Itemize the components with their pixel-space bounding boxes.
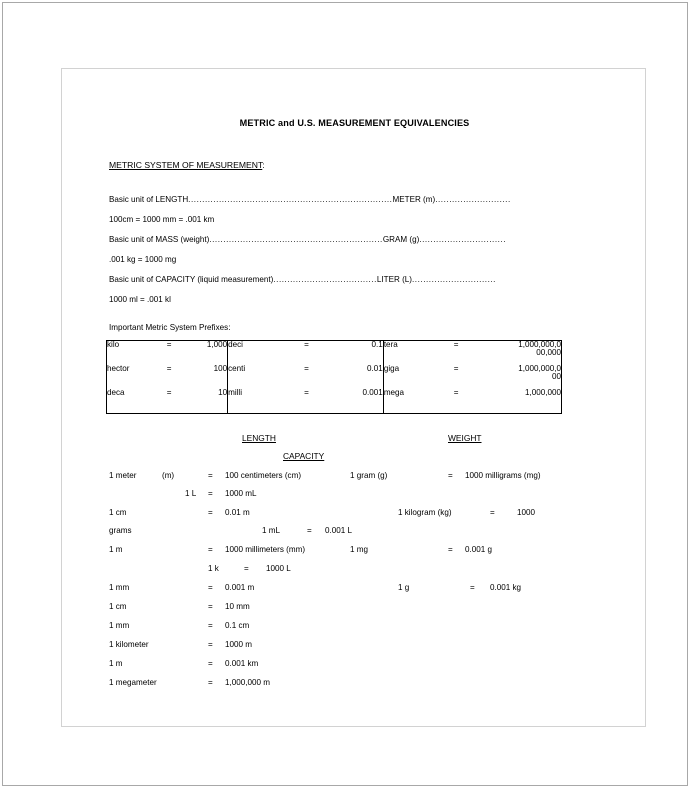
conversion-label: 1 megameter	[109, 678, 157, 687]
conversion-equals: =	[208, 471, 213, 480]
conversion-value: 1,000,000 m	[225, 678, 270, 687]
prefix-value: 1,000,000,0	[518, 340, 561, 349]
conversion-row	[62, 472, 647, 490]
basic-unit-capacity-label: Basic unit of CAPACITY (liquid measurement)	[109, 276, 274, 284]
conversion-row	[62, 565, 647, 583]
prefix-equals: =	[166, 364, 172, 373]
section-heading-colon: :	[262, 160, 265, 170]
conversion-mid-equals: =	[307, 526, 312, 535]
basic-unit-length-label: Basic unit of LENGTH	[109, 196, 189, 204]
conversion-value: 1000 L	[266, 564, 291, 573]
conversion-value: 100 centimeters (cm)	[225, 471, 302, 480]
prefix-value: 0.1	[322, 341, 384, 366]
conversion-label: 1 mm	[109, 583, 130, 592]
prefix-value: 1,000,000	[524, 388, 561, 397]
basic-unit-mass-value: GRAM (g)	[382, 236, 420, 244]
conversion-right-equals: =	[448, 545, 453, 554]
conversion-mid-value: 0.001 L	[325, 526, 353, 535]
prefix-value: 0.01	[322, 365, 384, 389]
conversion-row	[62, 509, 647, 527]
conversion-value: 0.001 m	[225, 583, 255, 592]
conversion-value: 0.01 m	[225, 508, 250, 517]
conversion-row	[62, 641, 647, 659]
conversion-equals: =	[208, 640, 213, 649]
conversion-equals: =	[208, 678, 213, 687]
conversion-value: 0.1 cm	[225, 621, 250, 630]
conversion-equals: =	[208, 621, 213, 630]
conversion-equals: =	[208, 508, 213, 517]
conversion-row	[62, 584, 647, 602]
conversion-right-equals: =	[490, 508, 495, 517]
conversion-right-label: 1 gram (g)	[350, 471, 388, 480]
prefix-value-overflow: 00	[551, 372, 561, 382]
prefix-value: 10	[182, 389, 227, 414]
prefix-equals: =	[166, 388, 172, 397]
basic-unit-length-note: 100cm = 1000 mm = .001 km	[109, 216, 215, 224]
conversion-row	[62, 490, 647, 508]
document-body	[62, 69, 647, 728]
conversion-label: grams	[109, 526, 132, 535]
conversion-label: 1 cm	[109, 508, 127, 517]
basic-unit-capacity-value: LITER (L)	[376, 276, 412, 284]
conversion-row	[62, 527, 647, 545]
leader-dots: .....................................	[273, 276, 377, 284]
prefixes-table	[106, 340, 562, 414]
prefix-value: 100	[182, 365, 227, 389]
basic-unit-length-value: METER (m)	[392, 196, 436, 204]
prefix-name: deca	[107, 388, 125, 397]
basic-unit-mass-note: .001 kg = 1000 mg	[109, 256, 177, 264]
prefixes-label: Important Metric System Prefixes:	[109, 323, 231, 332]
column-heading-length: LENGTH	[242, 433, 276, 443]
column-heading-capacity: CAPACITY	[283, 451, 325, 461]
conversion-label: 1 mm	[109, 621, 130, 630]
prefix-equals: =	[453, 364, 459, 373]
conversion-mid-label: 1 mL	[262, 526, 280, 535]
column-heading-weight: WEIGHT	[448, 433, 482, 443]
prefix-name: milli	[228, 388, 243, 397]
conversion-equals: =	[208, 489, 213, 498]
conversion-row	[62, 679, 647, 697]
prefix-name: mega	[383, 388, 405, 397]
prefix-name: deci	[228, 340, 243, 349]
conversion-unit: (m)	[162, 471, 175, 480]
conversion-right-equals: =	[448, 471, 453, 480]
outer-frame	[2, 2, 688, 786]
prefix-name: giga	[383, 364, 400, 373]
conversion-equals: =	[244, 564, 249, 573]
conversion-value: 10 mm	[225, 602, 250, 611]
prefix-value-wrapping	[471, 365, 561, 389]
conversion-equals: =	[208, 545, 213, 554]
conversion-label: 1 cm	[109, 602, 127, 611]
prefix-name: tera	[383, 340, 398, 349]
conversion-row	[62, 603, 647, 621]
conversion-right-value: 0.001 g	[465, 545, 493, 554]
conversion-row	[62, 660, 647, 678]
conversion-right-value: 1000 milligrams (mg)	[465, 471, 541, 480]
prefix-value-wrapping	[471, 341, 561, 366]
leader-dots: ..............................	[412, 276, 496, 284]
table-row	[107, 389, 562, 414]
conversion-right-label: 1 kilogram (kg)	[398, 508, 452, 517]
section-heading	[109, 161, 265, 170]
basic-unit-mass	[109, 236, 609, 244]
prefix-value: 1,000,000,0	[518, 364, 561, 373]
conversion-row	[62, 622, 647, 640]
leader-dots: ...............................	[419, 236, 507, 244]
basic-unit-length	[109, 196, 609, 204]
conversion-equals: =	[208, 602, 213, 611]
conversion-row	[62, 546, 647, 564]
conversion-value: 1000 m	[225, 640, 252, 649]
table-row	[107, 341, 562, 366]
conversion-equals: =	[208, 659, 213, 668]
table-row	[107, 365, 562, 389]
document-page	[61, 68, 646, 727]
conversion-label: 1 L	[185, 489, 197, 498]
conversion-right-label: 1 mg	[350, 545, 368, 554]
basic-unit-capacity	[109, 276, 609, 284]
prefix-equals: =	[453, 388, 459, 397]
page-title: METRIC and U.S. MEASUREMENT EQUIVALENCIES	[239, 118, 470, 128]
prefix-name: hector	[107, 364, 130, 373]
leader-dots: .........................................................................	[188, 196, 393, 204]
prefix-value: 0.001	[322, 389, 384, 414]
conversion-value: 0.001 km	[225, 659, 259, 668]
prefix-value-overflow: 00,000	[536, 348, 561, 358]
leader-dots: ..............................................................	[209, 236, 383, 244]
prefix-equals: =	[304, 364, 309, 373]
prefix-equals: =	[304, 340, 309, 349]
prefix-equals: =	[304, 388, 309, 397]
basic-unit-capacity-note: 1000 ml = .001 kl	[109, 296, 171, 304]
basic-unit-mass-label: Basic unit of MASS (weight)	[109, 236, 210, 244]
prefix-name: centi	[228, 364, 246, 373]
conversion-value: 1000 mL	[225, 489, 257, 498]
conversion-right-value: 1000	[517, 508, 536, 517]
leader-dots: ...........................	[435, 196, 511, 204]
conversion-label: 1 k	[208, 564, 219, 573]
conversion-equals: =	[208, 583, 213, 592]
conversion-right-value: 0.001 kg	[490, 583, 522, 592]
prefix-name: kilo	[107, 340, 120, 349]
prefix-equals: =	[166, 340, 172, 349]
conversion-right-equals: =	[470, 583, 475, 592]
conversion-right-label: 1 g	[398, 583, 410, 592]
conversion-label: 1 meter	[109, 471, 137, 480]
conversion-label: 1 kilometer	[109, 640, 149, 649]
section-heading-text: METRIC SYSTEM OF MEASUREMENT	[109, 160, 263, 170]
prefix-value: 1,000	[182, 341, 227, 366]
conversion-label: 1 m	[109, 545, 123, 554]
prefix-equals: =	[453, 340, 459, 349]
conversion-label: 1 m	[109, 659, 123, 668]
conversion-value: 1000 millimeters (mm)	[225, 545, 306, 554]
